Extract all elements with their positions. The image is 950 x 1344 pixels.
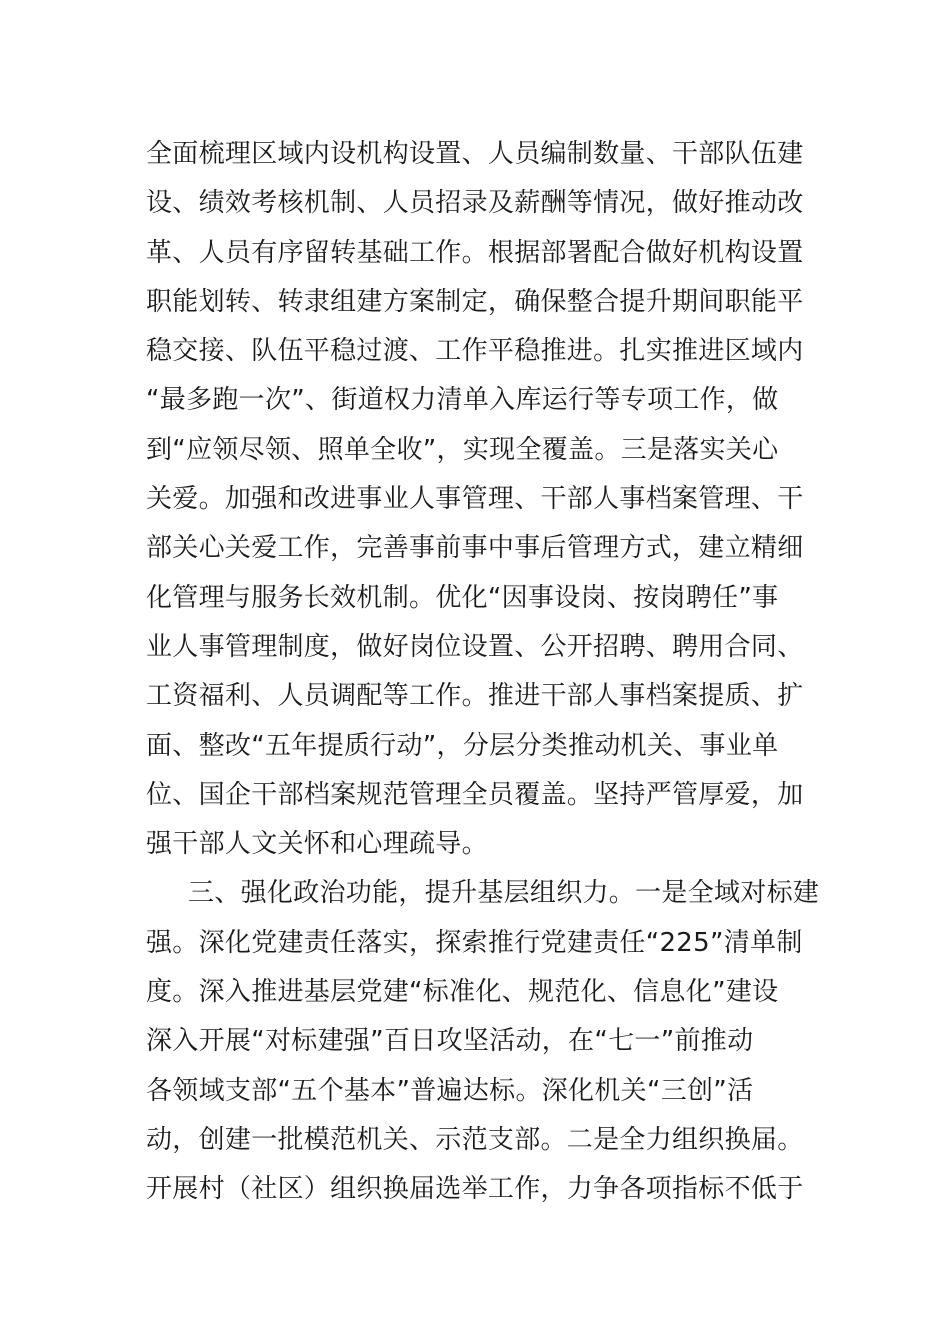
text-line: “最多跑一次”、街道权力清单入库运行等专项工作，做 — [146, 385, 779, 416]
text-line: 强干部人文关怀和心理疏导。 — [146, 829, 488, 860]
text-line: 工资福利、人员调配等工作。推进干部人事档案提质、扩 — [146, 681, 804, 712]
text-line: 全面梳理区域内设机构设置、人员编制数量、干部队伍建 — [146, 139, 804, 169]
text-line: 稳交接、队伍平稳过渡、工作平稳推进。扎实推进区域内 — [146, 336, 804, 367]
text-line: 关爱。加强和改进事业人事管理、干部人事档案管理、干 — [146, 484, 804, 515]
text-line: 革、人员有序留转基础工作。根据部署配合做好机构设置 — [146, 237, 804, 268]
text-line: 职能划转、转隶组建方案制定，确保整合提升期间职能平 — [146, 286, 804, 317]
text-line: 位、国企干部档案规范管理全员覆盖。坚持严管厚爱，加 — [146, 779, 804, 810]
section-heading-line: 三、强化政治功能，提升基层组织力。一是全域对标建 — [188, 878, 820, 909]
text-line: 度。深入推进基层党建“标准化、规范化、信息化”建设 — [146, 977, 779, 1008]
text-line: 化管理与服务长效机制。优化“因事设岗、按岗聘任”事 — [146, 582, 779, 613]
text-line: 开展村（社区）组织换届选举工作，力争各项指标不低于 — [146, 1174, 804, 1205]
text-line: 各领域支部“五个基本”普遍达标。深化机关“三创”活 — [146, 1075, 754, 1106]
text-line: 到“应领尽领、照单全收”，实现全覆盖。三是落实关心 — [146, 434, 779, 465]
text-line: 强。深化党建责任落实，探索推行党建责任“225”清单制 — [146, 927, 803, 958]
body-text — [146, 130, 820, 1215]
text-line: 动，创建一批模范机关、示范支部。二是全力组织换届。 — [146, 1124, 804, 1155]
text-line: 设、绩效考核机制、人员招录及薪酬等情况，做好推动改 — [146, 188, 804, 219]
text-line: 业人事管理制度，做好岗位设置、公开招聘、聘用合同、 — [146, 631, 804, 662]
text-line: 深入开展“对标建强”百日攻坚活动，在“七一”前推动 — [146, 1026, 754, 1057]
text-line: 面、整改“五年提质行动”，分层分类推动机关、事业单 — [146, 730, 779, 761]
text-line: 部关心关爱工作，完善事前事中事后管理方式，建立精细 — [146, 533, 804, 564]
